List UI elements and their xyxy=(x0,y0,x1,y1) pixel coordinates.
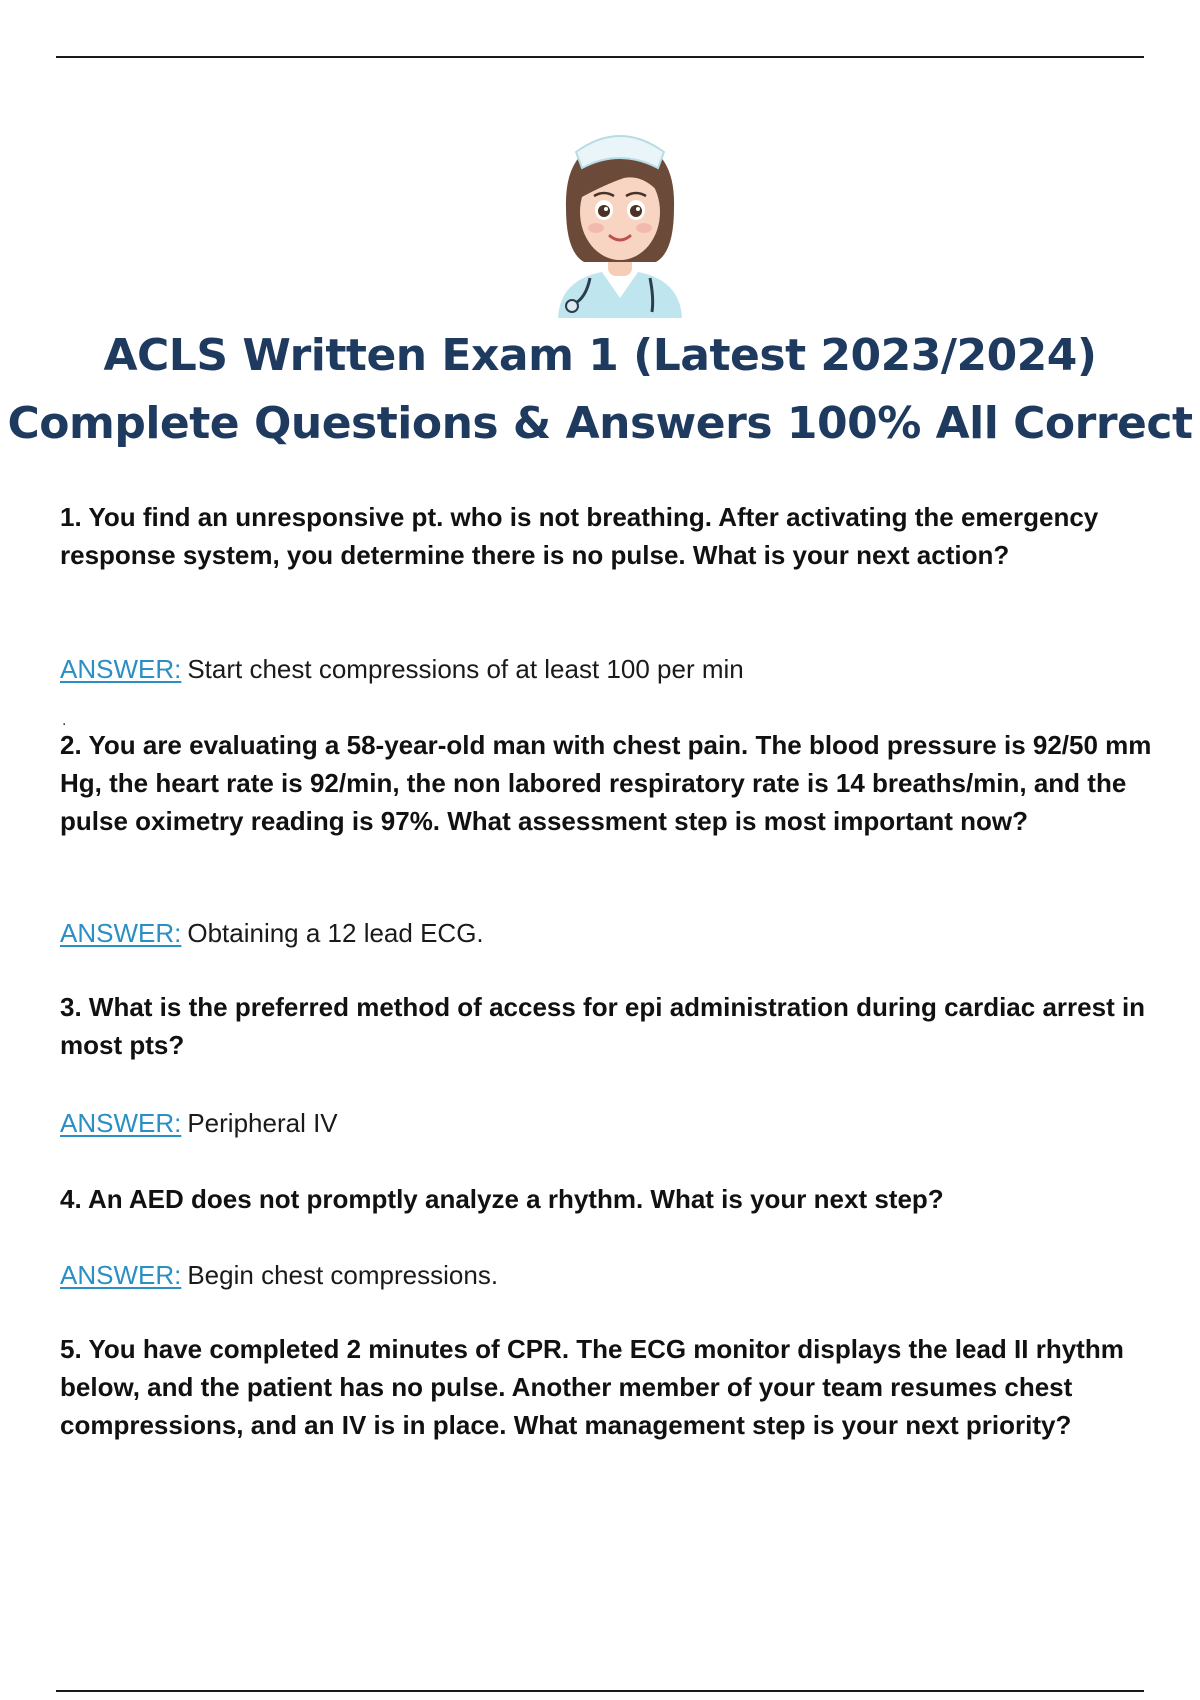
answer-2 xyxy=(60,914,1160,952)
question-number: 5. xyxy=(60,1334,82,1364)
question-text: An AED does not promptly analyze a rhythm. What is your next step? xyxy=(87,1184,944,1214)
answer-text: Peripheral IV xyxy=(187,1108,338,1138)
qa-item-3 xyxy=(60,988,1160,1064)
answer-1 xyxy=(60,650,1160,688)
question-number: 3. xyxy=(60,992,82,1022)
stray-dot: . xyxy=(62,712,67,729)
question-3 xyxy=(60,988,1160,1064)
answer-text: Start chest compressions of at least 100 per min xyxy=(187,654,744,684)
qa-item-4 xyxy=(60,1180,1160,1218)
answer-text: Begin chest compressions. xyxy=(187,1260,499,1290)
nurse-avatar-illustration xyxy=(540,112,700,318)
question-2 xyxy=(60,726,1160,840)
answer-2-block xyxy=(60,914,1160,952)
question-1 xyxy=(60,498,1160,574)
answer-text: Obtaining a 12 lead ECG. xyxy=(187,918,484,948)
answer-3 xyxy=(60,1104,1160,1142)
answer-label: ANSWER: xyxy=(60,654,182,684)
qa-item-5 xyxy=(60,1330,1160,1444)
question-text: You find an unresponsive pt. who is not breathing. After activating the emergency response system, you determine there is no pulse. What is your next action? xyxy=(60,502,1099,570)
qa-item-1 xyxy=(60,498,1160,574)
answer-4-block xyxy=(60,1256,1160,1294)
answer-4 xyxy=(60,1256,1160,1294)
answer-1-block xyxy=(60,650,1160,688)
bottom-divider xyxy=(56,1690,1144,1692)
question-number: 4. xyxy=(60,1184,82,1214)
title-line-1: ACLS Written Exam 1 (Latest 2023/2024) xyxy=(103,330,1097,381)
question-4 xyxy=(60,1180,1160,1218)
answer-label: ANSWER: xyxy=(60,1108,182,1138)
answer-3-block xyxy=(60,1104,1160,1142)
title-line-2: Complete Questions & Answers 100% All Correct xyxy=(7,398,1193,449)
question-5 xyxy=(60,1330,1160,1444)
question-text: What is the preferred method of access for epi administration during cardiac arrest in most pts? xyxy=(60,992,1146,1060)
document-title xyxy=(0,322,1200,458)
question-text: You are evaluating a 58-year-old man with chest pain. The blood pressure is 92/50 mm Hg, the heart rate is 92/min, the non labored respiratory rate is 14 breaths/min, and the pulse oximetry reading is 97%. What assessment step is most important now? xyxy=(60,730,1152,836)
question-number: 2. xyxy=(60,730,82,760)
top-divider xyxy=(56,56,1144,58)
question-text: You have completed 2 minutes of CPR. The ECG monitor displays the lead II rhythm below, and the patient has no pulse. Another member of your team resumes chest compressions, and an IV is in place. What management step is your next priority? xyxy=(60,1334,1124,1440)
qa-item-2 xyxy=(60,726,1160,840)
question-number: 1. xyxy=(60,502,82,532)
answer-label: ANSWER: xyxy=(60,918,182,948)
answer-label: ANSWER: xyxy=(60,1260,182,1290)
